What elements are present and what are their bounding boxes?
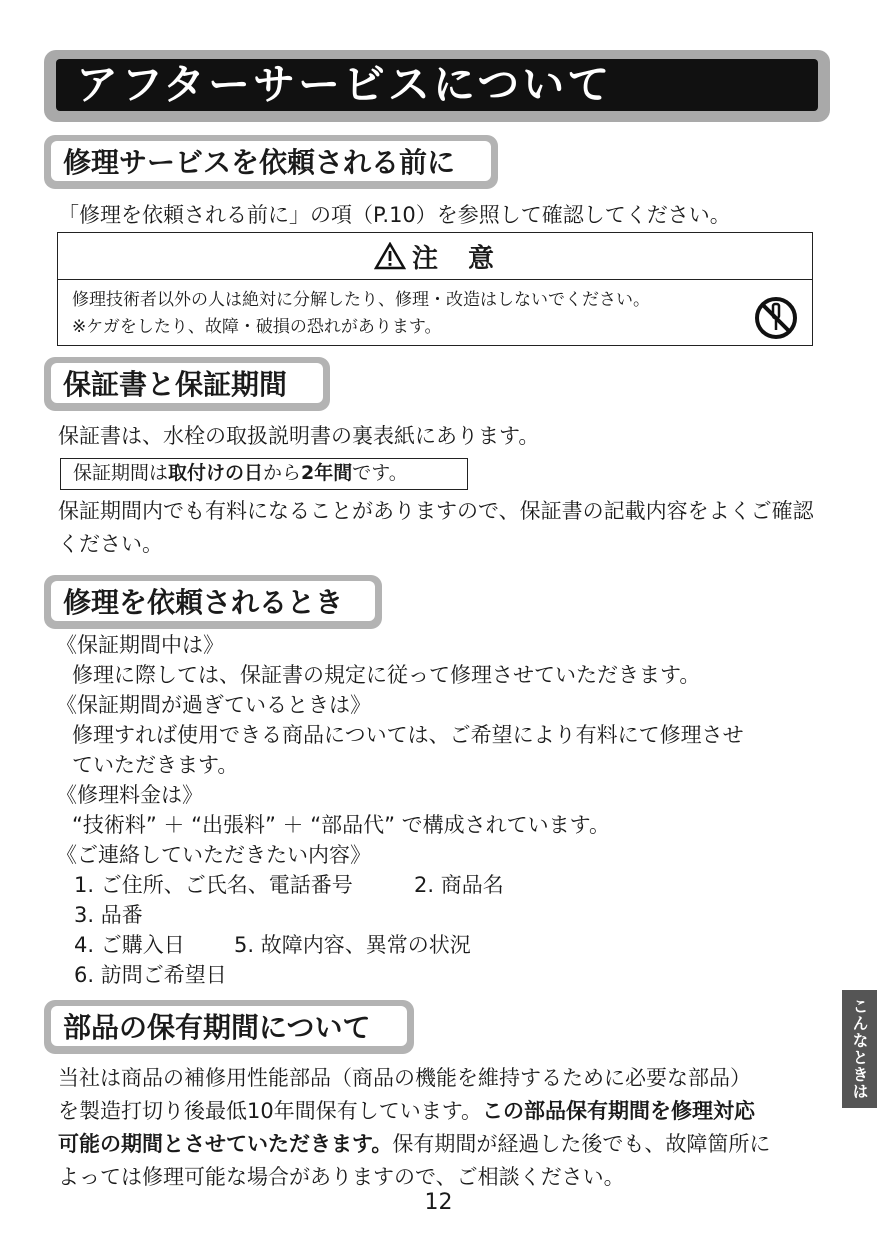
parts-line-4: よっては修理可能な場合がありますので、ご相談ください。	[58, 1165, 625, 1189]
warranty-period-p4: 2年間	[301, 462, 353, 484]
side-tab: こんなときは	[842, 990, 877, 1108]
contact-item-2: 2. 商品名	[414, 873, 504, 897]
caution-line-1: 修理技術者以外の人は絶対に分解したり、修理・改造はしないでください。	[72, 290, 650, 310]
after-warranty-text-2: ていただきます。	[72, 753, 239, 777]
parts-line-3b: 保有期間が経過した後でも、故障箇所に	[392, 1132, 771, 1156]
page-number: 12	[424, 1190, 453, 1215]
during-warranty-label: 《保証期間中は》	[56, 633, 224, 657]
contact-item-5: 5. 故障内容、異常の状況	[234, 933, 471, 957]
page-title: アフターサービスについて	[76, 60, 613, 109]
during-warranty-text: 修理に際しては、保証書の規定に従って修理させていただきます。	[72, 663, 701, 687]
caution-line-2: ※ケガをしたり、故障・破損の恐れがあります。	[72, 317, 442, 337]
warning-icon	[374, 242, 406, 270]
repair-fee-label: 《修理料金は》	[56, 783, 203, 807]
heading-parts: 部品の保有期間について	[51, 1006, 407, 1046]
caution-box	[57, 232, 813, 346]
after-warranty-label: 《保証期間が過ぎているときは》	[56, 693, 371, 717]
heading-requesting: 修理を依頼されるとき	[51, 581, 375, 621]
parts-line-1: 当社は商品の補修用性能部品（商品の機能を維持するために必要な部品）	[58, 1066, 751, 1090]
contact-item-1: 1. ご住所、ご氏名、電話番号	[74, 873, 353, 897]
parts-line-3	[58, 1128, 770, 1161]
parts-line-3a: 可能の期間とさせていただきます。	[58, 1132, 393, 1156]
warranty-note: 保証期間内でも有料になることがありますので、保証書の記載内容をよくご確認ください。	[58, 499, 814, 556]
parts-line-2b: この部品保有期間を修理対応	[482, 1099, 756, 1123]
warranty-period-p5: です。	[352, 462, 408, 484]
warranty-period-box	[60, 458, 468, 490]
warranty-period-p1: 保証期間は	[73, 462, 169, 484]
caution-body	[72, 287, 650, 341]
contact-label: 《ご連絡していただきたい内容》	[56, 843, 371, 867]
parts-line-2	[58, 1095, 755, 1128]
before-repair-text: 「修理を依頼される前に」の項（P.10）を参照して確認してください。	[58, 203, 731, 227]
heading-warranty: 保証書と保証期間	[51, 363, 323, 403]
after-warranty-text-1: 修理すれば使用できる商品については、ご希望により有料にて修理させ	[72, 723, 744, 747]
caution-heading: 注 意	[411, 243, 496, 274]
contact-item-4: 4. ご購入日	[74, 933, 185, 957]
no-disassembly-icon	[754, 296, 798, 340]
warranty-text: 保証書は、水栓の取扱説明書の裏表紙にあります。	[58, 424, 540, 448]
warranty-period-p3: から	[263, 462, 302, 484]
contact-item-6: 6. 訪問ご希望日	[74, 963, 227, 987]
heading-before-repair: 修理サービスを依頼される前に	[51, 141, 491, 181]
parts-line-2a: を製造打切り後最低10年間保有しています。	[58, 1099, 483, 1123]
repair-fee-text: “技術料” ＋ “出張料” ＋ “部品代” で構成されています。	[72, 813, 610, 837]
contact-item-3: 3. 品番	[74, 903, 143, 927]
warranty-period-p2: 取付けの日	[168, 462, 264, 484]
caution-header	[58, 233, 812, 280]
